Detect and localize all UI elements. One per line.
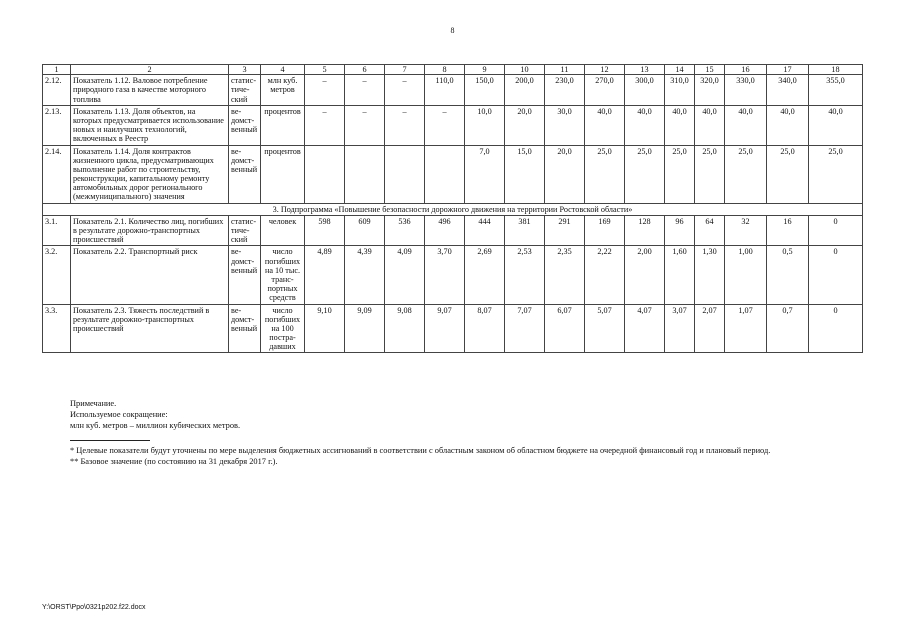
column-number-3: 3: [229, 65, 261, 75]
column-number-7: 7: [385, 65, 425, 75]
indicator-type: статис-тиче-ский: [229, 75, 261, 106]
unit: число погибших на 100 постра-давших: [261, 304, 305, 353]
value-cell: 2,69: [465, 246, 505, 304]
value-cell: 40,0: [585, 105, 625, 145]
value-cell: 9,07: [425, 304, 465, 353]
indicator-name: Показатель 2.3. Тяжесть последствий в результате дорожно-транспортных происшествий: [71, 304, 229, 353]
value-cell: 9,08: [385, 304, 425, 353]
value-cell: 1,00: [725, 246, 767, 304]
section-title: 3. Подпрограмма «Повышение безопасности дорожного движения на территории Ростовской области»: [43, 203, 863, 215]
value-cell: 381: [505, 215, 545, 246]
indicator-name: Показатель 2.1. Количество лиц, погибших в результате дорожно-транспортных происшествий: [71, 215, 229, 246]
indicators-table: [42, 64, 863, 353]
value-cell: 25,0: [695, 145, 725, 203]
column-number-10: 10: [505, 65, 545, 75]
footnote-1: * Целевые показатели будут уточнены по мере выделения бюджетных ассигнований в соответствии с областным законом об областном бюджете на очередной финансовый год и плановый период.: [70, 446, 771, 455]
row-number: 2.13.: [43, 105, 71, 145]
value-cell: [345, 145, 385, 203]
value-cell: 40,0: [625, 105, 665, 145]
value-cell: 320,0: [695, 75, 725, 106]
indicator-name: Показатель 1.14. Доля контрактов жизненного цикла, предусматривающих выполнение работ по строительству, реконструкции, капитальному ремонту автомобильных дорог регионального (межмуниципального) значения: [71, 145, 229, 203]
value-cell: 1,30: [695, 246, 725, 304]
value-cell: 609: [345, 215, 385, 246]
value-cell: [425, 145, 465, 203]
value-cell: 300,0: [625, 75, 665, 106]
indicator-type: ве-домст-венный: [229, 145, 261, 203]
indicator-name: Показатель 1.13. Доля объектов, на которых предусматривается использование новых и наилучших технологий, включенных в Реестр: [71, 105, 229, 145]
value-cell: 7,0: [465, 145, 505, 203]
table-header-row: [43, 65, 863, 75]
table-row: [43, 304, 863, 353]
unit: человек: [261, 215, 305, 246]
value-cell: 496: [425, 215, 465, 246]
value-cell: 32: [725, 215, 767, 246]
section-row: [43, 203, 863, 215]
value-cell: 15,0: [505, 145, 545, 203]
value-cell: –: [385, 105, 425, 145]
value-cell: 110,0: [425, 75, 465, 106]
value-cell: 200,0: [505, 75, 545, 106]
column-number-14: 14: [665, 65, 695, 75]
page-number: 8: [450, 26, 455, 35]
notes-block: [70, 398, 240, 431]
value-cell: 150,0: [465, 75, 505, 106]
unit: процентов: [261, 145, 305, 203]
value-cell: 40,0: [809, 105, 863, 145]
value-cell: –: [305, 75, 345, 106]
unit: процентов: [261, 105, 305, 145]
value-cell: 25,0: [585, 145, 625, 203]
value-cell: 444: [465, 215, 505, 246]
value-cell: 10,0: [465, 105, 505, 145]
value-cell: 96: [665, 215, 695, 246]
value-cell: 40,0: [665, 105, 695, 145]
value-cell: [305, 145, 345, 203]
footnote-separator: [70, 440, 150, 441]
column-number-4: 4: [261, 65, 305, 75]
indicator-type: статис-тиче-ский: [229, 215, 261, 246]
column-number-5: 5: [305, 65, 345, 75]
value-cell: 128: [625, 215, 665, 246]
column-number-18: 18: [809, 65, 863, 75]
column-number-17: 17: [767, 65, 809, 75]
value-cell: 536: [385, 215, 425, 246]
value-cell: –: [345, 75, 385, 106]
row-number: 3.1.: [43, 215, 71, 246]
indicator-type: ве-домст-венный: [229, 105, 261, 145]
value-cell: 40,0: [767, 105, 809, 145]
value-cell: 230,0: [545, 75, 585, 106]
value-cell: [385, 145, 425, 203]
value-cell: 330,0: [725, 75, 767, 106]
value-cell: 310,0: [665, 75, 695, 106]
table-row: [43, 145, 863, 203]
value-cell: –: [425, 105, 465, 145]
value-cell: 25,0: [725, 145, 767, 203]
value-cell: 291: [545, 215, 585, 246]
row-number: 3.2.: [43, 246, 71, 304]
column-number-13: 13: [625, 65, 665, 75]
value-cell: 40,0: [695, 105, 725, 145]
value-cell: 5,07: [585, 304, 625, 353]
column-number-16: 16: [725, 65, 767, 75]
value-cell: 0: [809, 304, 863, 353]
column-number-6: 6: [345, 65, 385, 75]
value-cell: 270,0: [585, 75, 625, 106]
unit: млн куб. метров: [261, 75, 305, 106]
footnote-2: ** Базовое значение (по состоянию на 31 декабря 2017 г.).: [70, 457, 278, 467]
value-cell: 40,0: [725, 105, 767, 145]
column-number-15: 15: [695, 65, 725, 75]
value-cell: 2,07: [695, 304, 725, 353]
table-row: [43, 246, 863, 304]
column-number-2: 2: [71, 65, 229, 75]
indicator-name: Показатель 1.12. Валовое потребление природного газа в качестве моторного топлива: [71, 75, 229, 106]
column-number-12: 12: [585, 65, 625, 75]
value-cell: 20,0: [545, 145, 585, 203]
table-row: [43, 75, 863, 106]
value-cell: 4,09: [385, 246, 425, 304]
value-cell: 2,35: [545, 246, 585, 304]
unit: число погибших на 10 тыс. транс-портных средств: [261, 246, 305, 304]
indicator-name: Показатель 2.2. Транспортный риск: [71, 246, 229, 304]
column-number-1: 1: [43, 65, 71, 75]
row-number: 3.3.: [43, 304, 71, 353]
value-cell: 2,00: [625, 246, 665, 304]
value-cell: 6,07: [545, 304, 585, 353]
footnotes: [42, 445, 864, 467]
abbreviation-entry: млн куб. метров – миллион кубических метров.: [70, 421, 241, 431]
value-cell: 0: [809, 215, 863, 246]
abbreviations-title: Используемое сокращение:: [70, 410, 168, 420]
indicator-type: ве-домст-венный: [229, 304, 261, 353]
value-cell: 9,09: [345, 304, 385, 353]
value-cell: 0,5: [767, 246, 809, 304]
indicator-type: ве-домст-венный: [229, 246, 261, 304]
value-cell: 25,0: [809, 145, 863, 203]
value-cell: 0: [809, 246, 863, 304]
value-cell: 64: [695, 215, 725, 246]
value-cell: 16: [767, 215, 809, 246]
value-cell: –: [385, 75, 425, 106]
value-cell: 20,0: [505, 105, 545, 145]
value-cell: 2,22: [585, 246, 625, 304]
value-cell: 7,07: [505, 304, 545, 353]
value-cell: –: [345, 105, 385, 145]
value-cell: 0,7: [767, 304, 809, 353]
value-cell: 4,07: [625, 304, 665, 353]
value-cell: 25,0: [665, 145, 695, 203]
value-cell: 1,60: [665, 246, 695, 304]
value-cell: 1,07: [725, 304, 767, 353]
value-cell: 169: [585, 215, 625, 246]
value-cell: 25,0: [767, 145, 809, 203]
value-cell: 30,0: [545, 105, 585, 145]
value-cell: 3,07: [665, 304, 695, 353]
file-path: Y:\ORST\Ppo\0321p202.f22.docx: [42, 604, 146, 611]
value-cell: 598: [305, 215, 345, 246]
value-cell: 2,53: [505, 246, 545, 304]
row-number: 2.14.: [43, 145, 71, 203]
value-cell: 355,0: [809, 75, 863, 106]
value-cell: 340,0: [767, 75, 809, 106]
table-row: [43, 215, 863, 246]
row-number: 2.12.: [43, 75, 71, 106]
value-cell: –: [305, 105, 345, 145]
value-cell: 9,10: [305, 304, 345, 353]
value-cell: 8,07: [465, 304, 505, 353]
value-cell: 25,0: [625, 145, 665, 203]
column-number-9: 9: [465, 65, 505, 75]
value-cell: 4,89: [305, 246, 345, 304]
notes-title: Примечание.: [70, 399, 117, 408]
column-number-11: 11: [545, 65, 585, 75]
table-row: [43, 105, 863, 145]
table-body: [43, 65, 863, 353]
value-cell: 3,70: [425, 246, 465, 304]
column-number-8: 8: [425, 65, 465, 75]
value-cell: 4,39: [345, 246, 385, 304]
